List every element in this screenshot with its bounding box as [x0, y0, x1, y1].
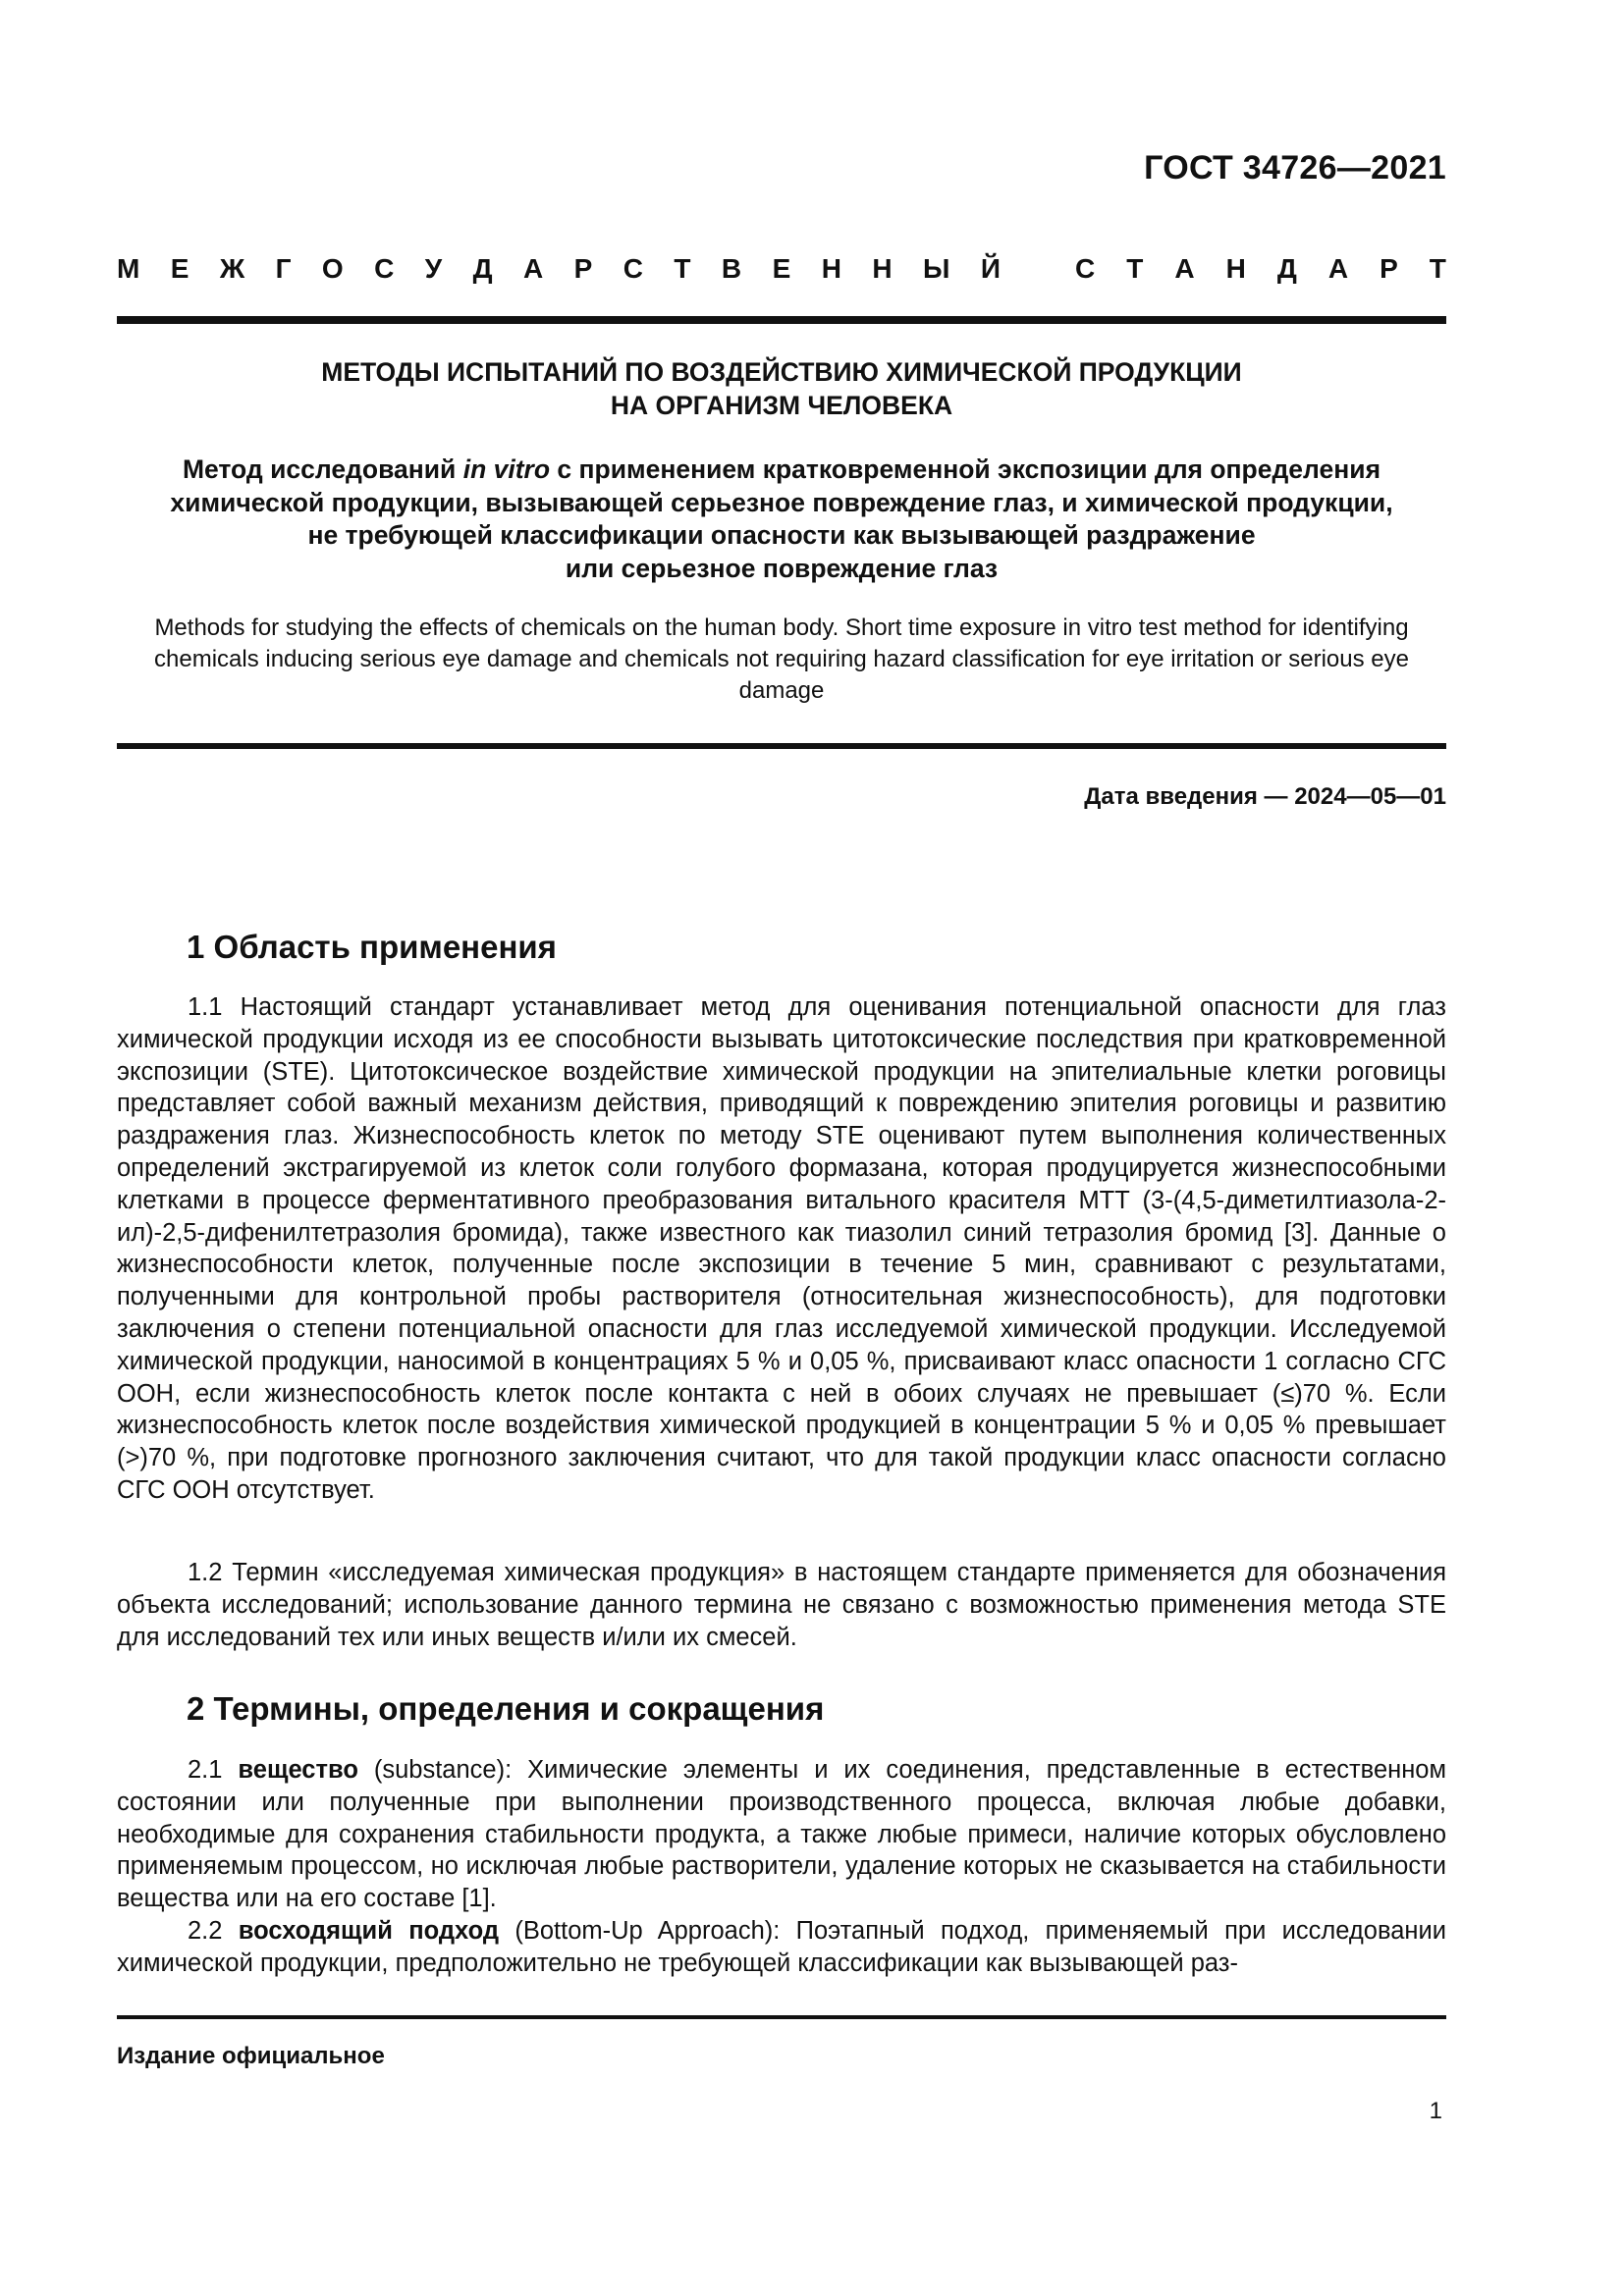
paragraph-2-2: 2.2 восходящий подход (Bottom-Up Approach): Поэтапный подход, применяемый при исследовании химической продукции, предположительно не требующей классификации как вызывающей раз-	[117, 1917, 1446, 1977]
english-title	[117, 613, 1446, 707]
letter: Т	[1429, 253, 1446, 284]
subtitle-line: химической продукции, вызывающей серьезное повреждение глаз, и химической продукции,	[170, 487, 1393, 517]
letter: С	[623, 253, 643, 284]
letter: Р	[1380, 253, 1398, 284]
letter: Д	[1276, 253, 1297, 284]
main-title-line: НА ОРГАНИЗМ ЧЕЛОВЕКА	[610, 391, 953, 420]
subtitle-line: Метод исследований in vitro с применением кратковременной экспозиции для определения	[182, 454, 1381, 484]
letter: В	[721, 253, 742, 284]
footer-rule	[117, 2015, 1446, 2019]
english-title-line: chemicals inducing serious eye damage and chemicals not requiring hazard classification for eye irritation or serious eye	[154, 646, 1409, 672]
letter: О	[321, 253, 344, 284]
section-1-heading: 1 Область применения	[187, 929, 557, 965]
english-title-line: damage	[738, 677, 825, 704]
standard-code: ГОСТ 34726—2021	[1144, 149, 1446, 187]
term-substance: вещество	[238, 1756, 358, 1784]
letter: М	[117, 253, 140, 284]
term-bottom-up: восходящий подход	[238, 1917, 500, 1945]
letter: А	[522, 253, 544, 284]
letter: У	[424, 253, 443, 284]
letter: Д	[472, 253, 493, 284]
subtitle	[117, 454, 1446, 585]
letter: Й	[980, 253, 1001, 284]
main-title-line: МЕТОДЫ ИСПЫТАНИЙ ПО ВОЗДЕЙСТВИЮ ХИМИЧЕСКОЙ ПРОДУКЦИИ	[321, 357, 1242, 387]
letter: Н	[1225, 253, 1246, 284]
letter: Т	[674, 253, 691, 284]
letter: А	[1174, 253, 1195, 284]
letter: Н	[821, 253, 841, 284]
series-word-standard	[1075, 253, 1446, 285]
header-rule	[117, 316, 1446, 324]
letter: Е	[772, 253, 791, 284]
official-edition-label: Издание официальное	[117, 2043, 385, 2069]
introduction-date: Дата введения — 2024—05—01	[1084, 783, 1446, 810]
letter: Ы	[923, 253, 950, 284]
letter: С	[1075, 253, 1096, 284]
title-rule	[117, 743, 1446, 749]
series-title	[117, 253, 1446, 285]
letter: Р	[573, 253, 593, 284]
paragraph-2-1: 2.1 вещество (substance): Химические элементы и их соединения, представленные в естественном состоянии или полученные при выполнении производственного процесса, включая любые добавки, необходимые для сохранения стабильности продукта, а также любые примеси, наличие которых обусловлено применяемым процессом, но исключая любые растворители, удаление которых не сказывается на стабильности вещества или на его составе [1].	[117, 1756, 1446, 1913]
letter: А	[1327, 253, 1349, 284]
letter: С	[374, 253, 395, 284]
letter: Т	[1126, 253, 1144, 284]
letter: Г	[275, 253, 292, 284]
letter: Ж	[219, 253, 245, 284]
letter: Н	[872, 253, 893, 284]
letter: Е	[170, 253, 189, 284]
section-2-heading: 2 Термины, определения и сокращения	[187, 1690, 825, 1727]
english-title-line: Methods for studying the effects of chemicals on the human body. Short time exposure in vitro test method for identifying	[154, 614, 1409, 641]
subtitle-line: или серьезное повреждение глаз	[565, 553, 999, 583]
series-word-interstate	[117, 253, 1001, 285]
paragraph-1-1: 1.1 Настоящий стандарт устанавливает метод для оценивания потенциальной опасности для глаз химической продукции исходя из ее способности вызывать цитотоксические последствия при кратковременной экспозиции (STE). Цитотоксическое воздействие химической продукции на эпителиальные клетки роговицы представляет собой важный механизм действия, приводящий к повреждению эпителия роговицы и развитию раздражения глаз. Жизнеспособность клеток по методу STE оценивают путем выполнения количественных определений экстрагируемой из клеток соли голубого формазана, которая продуцируется жизнеспособными клетками в процессе ферментативного преобразования витального красителя МТТ (3-(4,5-диметилтиазола-2-ил)-2,5-дифенилтетразолия бромида), также известного как тиазолил синий тетразолия бромид [3]. Данные о жизнеспособности клеток, полученные после экспозиции в течение 5 мин, сравнивают с результатами, полученными для контрольной пробы растворителя (относительная жизнеспособность), для подготовки заключения о степени потенциальной опасности для глаз исследуемой химической продукции. Исследуемой химической продукции, наносимой в концентрациях 5 % и 0,05 %, присваивают класс опасности 1 согласно СГС ООН, если жизнеспособность клеток после контакта с ней в обоих случаях не превышает (≤)70 %. Если жизнеспособность клеток после воздействия химической продукцией в концентрации 5 % и 0,05 % превышает (>)70 %, при подготовке прогнозного заключения считают, что для такой продукции класс опасности согласно СГС ООН отсутствует.	[117, 993, 1446, 1504]
page-number: 1	[1429, 2098, 1442, 2124]
paragraph-1-2: 1.2 Термин «исследуемая химическая продукция» в настоящем стандарте применяется для обозначения объекта исследований; использование данного термина не связано с возможностью применения метода STE для исследований тех или иных веществ и/или их смесей.	[117, 1559, 1446, 1651]
subtitle-line: не требующей классификации опасности как вызывающей раздражение	[307, 520, 1256, 550]
main-title	[117, 355, 1446, 422]
